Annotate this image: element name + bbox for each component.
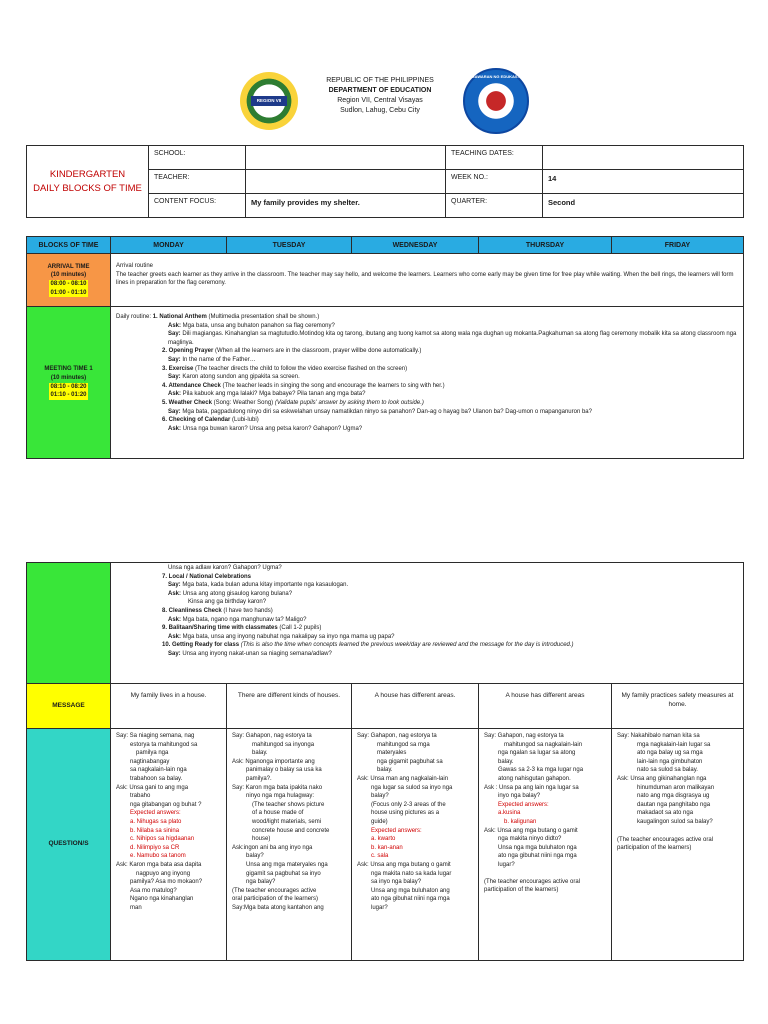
routine-8-title: 8. Cleanliness Check: [162, 607, 222, 614]
q-line: Ask: Nganonga importante ang: [232, 758, 315, 765]
say-text: In the name of the Father…: [180, 356, 256, 363]
q-line: lain-lain nga gimbuhaton: [637, 758, 703, 765]
week-value: 14: [543, 170, 744, 194]
q-line: participation of the learners): [484, 887, 559, 894]
routine-9-note: (Call 1-2 pupils): [277, 625, 322, 632]
routine-1-title: 1. National Anthem: [152, 314, 207, 320]
teacher-value: [246, 170, 446, 194]
routine-3-say: [116, 373, 738, 382]
q-line: ato nga balay ug sa mga: [637, 750, 703, 757]
q-line: Ask: Unsa ang gikinahanglan nga: [617, 775, 707, 782]
routine-4-ask: [116, 390, 738, 399]
q-line: (Focus only 2-3 areas of the: [371, 801, 446, 808]
col-monday: MONDAY: [111, 237, 227, 254]
q-line: nga gitabangan og buhat ?: [130, 801, 202, 808]
expected-answers-label: Expected answers:: [371, 827, 422, 834]
routine-1-ask: [116, 322, 738, 331]
ask-text: Mga bata, unsa ang inyong nabuhat nga nakalipay sa inyo nga mama ug papa?: [181, 633, 395, 640]
arrival-routine-cell: [111, 254, 744, 307]
q-line: mahitungod sa mga: [377, 741, 430, 748]
q-line: lugar?: [371, 904, 388, 911]
routine-item-8: [116, 607, 738, 616]
deped-seal: [463, 68, 529, 134]
expected-answer: d. Nilimpiyo sa CR: [130, 844, 180, 851]
q-line: nga gigamit pagbuhat sa: [377, 758, 443, 765]
teacher-label: TEACHER:: [149, 170, 246, 194]
q-line: (The teacher encourages active oral: [617, 836, 714, 843]
arrival-time-block: [27, 254, 111, 307]
q-line: Say: Nakahibalo naman kita sa: [617, 733, 700, 739]
q-line: Unsa ang mga buluhaton ang: [371, 887, 450, 894]
q-line: trabaho: [130, 793, 151, 800]
questions-row: [27, 729, 744, 961]
expected-answer: a.kusina: [498, 810, 521, 817]
expected-answer: a. Nihugas sa plato: [130, 818, 182, 825]
arrival-text: The teacher greets each learner as they arrive in the classroom. The teacher may say hello, and welcome the learners. Learners who come early may be given time for free play while waiting. When the bell rings, the learners will form lines in preparation for the flag ceremony.: [116, 271, 734, 287]
q-line: Gawas sa 2-3 ka mga lugar nga: [498, 767, 584, 774]
say-text: Dili magiangas. Kinahanglan sa magtutudlo.Motindog kita og tarong, ibutang ang tuong kamot sa atong wala nga dughan ug mokanta.Pagkahuman sa atong flag ceremony mobalik kita sa atong classroom nga maglinya.: [168, 331, 737, 346]
questions-friday: [612, 729, 744, 961]
q-line: Ask: Unsa gani to ang mga: [116, 784, 189, 791]
questions-tuesday: [227, 729, 352, 961]
meeting-title: MEETING TIME 1: [44, 366, 93, 373]
q-line: wood/light materials, semi: [252, 818, 322, 825]
routine-5-note2: (Validate pupils' answer by asking them to look outside.): [274, 399, 424, 406]
meeting-time-am: 08:10 - 08:20: [50, 383, 87, 390]
q-line: Ask : Unsa pa ang lain nga lugar sa: [484, 784, 579, 791]
routine-4-title: 4. Attendance Check: [162, 382, 221, 389]
routine-5-say: [116, 408, 738, 417]
letterhead: [300, 76, 460, 116]
q-line: nga makita nato sa kada lugar: [371, 870, 452, 877]
routine-8-ask: [116, 616, 738, 625]
arrival-title: ARRIVAL TIME: [47, 263, 90, 270]
meeting-duration: (10 minutes): [50, 374, 87, 381]
expected-answer: b. kan-anan: [371, 844, 403, 851]
expected-answer: a. kwarto: [371, 836, 396, 843]
routine-2-title: 2. Opening Prayer: [162, 348, 214, 355]
routine-6-ask: [116, 425, 738, 434]
routine-item-10: [116, 641, 738, 650]
q-line: Asa mo matulog?: [130, 887, 177, 894]
col-thursday: THURSDAY: [479, 237, 612, 254]
routine-9-ask: [116, 633, 738, 642]
q-line: ninyo nga mga hulagway:: [246, 793, 315, 800]
routine-item-2: [116, 347, 738, 356]
routine-8-note: (I have two hands): [221, 607, 273, 614]
expected-answers-label: Expected answers:: [130, 810, 181, 817]
q-line: Say: Gahapon, nag estorya ta: [232, 733, 312, 739]
say-label: Say:: [168, 582, 181, 589]
expected-answer: c. sala: [371, 853, 389, 860]
q-line: (The teacher encourages active: [232, 887, 317, 894]
letterhead-line4: Sudlon, Lahug, Cebu City: [340, 107, 420, 114]
say-text: Mga bata, kada bulan aduna kitay importante nga kasaulogan.: [180, 582, 349, 589]
routine-10-say: [116, 650, 738, 659]
q-line: ato nga gibuhat niini nga mga: [498, 853, 577, 860]
routine-5-title: 5. Weather Check: [162, 399, 212, 406]
routine-3-note: (The teacher directs the child to follow the video exercise flashed on the screen): [193, 365, 408, 372]
ask-text: Mga bata, ngano nga manghunaw ta? Maligo?: [181, 616, 307, 623]
expected-answer: b. Nilaba sa sinina: [130, 827, 180, 834]
q-line: (The teacher shows picture: [252, 801, 325, 808]
routine-5-note: (Song: Weather Song): [211, 399, 275, 406]
letterhead-line3: Region VII, Central Visayas: [337, 97, 423, 104]
questions-wednesday: [352, 729, 479, 961]
say-label: Say:: [168, 408, 181, 415]
daily-routine-cell: [111, 307, 744, 459]
q-line: materyales: [377, 750, 407, 757]
routine-6-note: (Lubi-lubi): [230, 417, 259, 424]
q-line: inyo nga balay?: [498, 793, 541, 800]
q-line: gigamit sa pagbuhat sa inyo: [246, 870, 321, 877]
q-line: nga makita ninyo didto?: [498, 836, 562, 843]
q-line: trabahoon sa balay.: [130, 775, 183, 782]
q-line: Say:Mga bata atong kantahon ang: [232, 904, 324, 911]
ask-text: Pila kabuok ang mga lalaki? Mga babaye? Pila tanan ang mga bata?: [181, 391, 366, 398]
say-text: Mga bata, pagpadulong ninyo diri sa eskwelahan unsay namatikdan ninyo sa panahon? Dan-ag o hayag ba? Ulanon ba? Dag-umon o mapanganuron ba?: [180, 408, 592, 415]
q-line: lugar?: [498, 861, 515, 868]
ask-label: Ask:: [168, 391, 182, 398]
q-line: dautan nga panghitabo nga: [637, 801, 711, 808]
title-line1: KINDERGARTEN: [49, 168, 126, 180]
routine-2-say: [116, 356, 738, 365]
q-line: mahitungod sa nagkalain-lain: [504, 741, 583, 748]
content-focus-value: My family provides my shelter.: [246, 194, 446, 218]
routine-item-7: [116, 573, 738, 582]
q-line: hinumduman aron malikayan: [637, 784, 715, 791]
q-line: panimalay o balay sa usa ka: [246, 767, 322, 774]
q-line: mahitungod sa inyonga: [252, 741, 315, 748]
say-label: Say:: [168, 650, 181, 657]
routine-9-title: 9. Balitaan/Sharing time with classmates: [162, 625, 278, 632]
q-line: Ngano nga kinahanglan: [130, 896, 194, 903]
questions-label: QUESTION/S: [27, 729, 111, 961]
carry-line: Unsa nga adlaw karon? Gahapon? Ugma?: [168, 565, 282, 571]
expected-answer: e. Namubo sa tanom: [130, 853, 186, 860]
arrival-heading: Arrival routine: [116, 263, 154, 269]
schedule-table: [26, 236, 744, 459]
questions-monday: [111, 729, 227, 961]
q-line: Ask: Unsa man ang nagkalain-lain: [357, 775, 449, 782]
q-line: sa nagkalain-lain nga: [130, 767, 187, 774]
q-line: balay?: [371, 793, 389, 800]
ask-text: Mga bata, unsa ang buhaton panahon sa flag ceremony?: [181, 322, 335, 329]
meeting-time-block: [27, 307, 111, 459]
routine-4-note: (The teacher leads in singing the song and encourage the learners to sing with her.): [220, 382, 445, 389]
message-monday: My family lives in a house.: [111, 684, 227, 729]
col-blocks-of-time: BLOCKS OF TIME: [27, 237, 111, 254]
say-label: Say:: [168, 374, 181, 381]
q-line: Ask:ingon ani ba ang inyo nga: [232, 844, 313, 851]
q-line: ato nga gibuhat niini nga mga: [371, 896, 450, 903]
routine-intro: Daily routine:: [116, 314, 153, 320]
routine-7-title: 7. Local / National Celebrations: [162, 573, 252, 580]
q-line: makadaot sa ato nga: [637, 810, 694, 817]
teaching-dates-label: TEACHING DATES:: [446, 146, 543, 170]
routine-1-say: [116, 330, 738, 347]
say-label: Say:: [168, 331, 181, 338]
message-friday: My family practices safety measures at home.: [612, 684, 744, 729]
ask-text: Unsa ang atong gisaulog karong bulana?: [181, 590, 293, 597]
ask-label: Ask:: [168, 590, 182, 597]
q-line: of a house made of: [252, 810, 304, 817]
q-line: nagtinabangay: [130, 758, 170, 765]
message-wednesday: A house has different areas.: [352, 684, 479, 729]
meeting-time-pm: 01:10 - 01:20: [50, 392, 87, 399]
letterhead-line1: REPUBLIC OF THE PHILIPPINES: [326, 77, 434, 84]
questions-thursday: [479, 729, 612, 961]
q-line: atong nahisgutan gahapon.: [498, 775, 571, 782]
q-line: guide): [371, 818, 388, 825]
seal-left-text: REGION VII: [251, 96, 287, 106]
col-tuesday: TUESDAY: [227, 237, 352, 254]
routine-2-note: (When all the learners are in the classroom, prayer willbe done automatically.): [213, 348, 422, 355]
q-line: kaugalingon sulod sa balay?: [637, 818, 713, 825]
q-line: oral participation of the learners): [232, 896, 319, 903]
arrival-time-am: 08:00 - 08:10: [50, 281, 87, 287]
q-line: Unsa nga mga buluhaton nga: [498, 844, 577, 851]
routine-1-note: (Multimedia presentation shall be shown.): [206, 314, 320, 320]
routine-7-say: [116, 581, 738, 590]
q-line: nga lugar sa sulod sa inyo nga: [371, 784, 453, 791]
q-line: (The teacher encourages active oral: [484, 878, 581, 885]
quarter-value: Second: [543, 194, 744, 218]
arrival-duration: (10 minutes): [50, 272, 87, 279]
q-line: balay?: [246, 853, 264, 860]
week-label: WEEK NO.:: [446, 170, 543, 194]
message-row: [27, 684, 744, 729]
routine-item-5: [116, 399, 738, 408]
school-value: [246, 146, 446, 170]
continuation-row: [27, 563, 744, 684]
message-tuesday: There are different kinds of houses.: [227, 684, 352, 729]
routine-10-title: 10. Getting Ready for class: [162, 642, 240, 649]
q-line: Say: Gahapon, nag estorya ta: [357, 733, 437, 739]
arrival-row: [27, 254, 744, 307]
school-label: SCHOOL:: [149, 146, 246, 170]
q-line: Say: Sa niaging semana, nag: [116, 733, 195, 739]
q-line: nga ngalan sa lugar sa atong: [498, 750, 576, 757]
q-line: balay.: [252, 750, 268, 757]
seal-right-text: KAGAWARAN NG EDUKASYON: [465, 74, 527, 79]
ask-label: Ask:: [168, 616, 182, 623]
routine-item-1: [116, 313, 738, 322]
routine-7-ask2: Kinsa ang ga birthday karon?: [188, 599, 267, 606]
routine-item-4: [116, 382, 738, 391]
q-line: house): [252, 836, 271, 843]
meeting-time-continued: [27, 563, 111, 684]
q-line: nato ang mga disgrasya ug: [637, 793, 710, 800]
q-line: pamilya? Asa mo mokaon?: [130, 879, 203, 886]
expected-answer: c. Nihipos sa higdaanan: [130, 836, 195, 843]
expected-answer: b. kaligunan: [504, 818, 537, 825]
col-wednesday: WEDNESDAY: [352, 237, 479, 254]
q-line: house using pictures as a: [371, 810, 440, 817]
arrival-time-pm: 01:00 - 01:10: [50, 289, 87, 296]
q-line: Say: Gahapon, nag estorya ta: [484, 733, 564, 739]
q-line: concrete house and concrete: [252, 827, 330, 834]
q-line: Unsa ang mga materyales nga: [246, 861, 328, 868]
say-text: Unsa ang inyong nakat-unan sa niaging semana/adlaw?: [180, 650, 332, 657]
content-focus-label: CONTENT FOCUS:: [149, 194, 246, 218]
quarter-label: QUARTER:: [446, 194, 543, 218]
continued-routine-cell: [111, 563, 744, 684]
q-line: Say: Karon mga bata ipakita nako: [232, 784, 323, 791]
say-text: Karon atong sundon ang gipakita sa screen.: [180, 374, 300, 381]
title-line2: DAILY BLOCKS OF TIME: [33, 182, 142, 194]
q-line: sa inyo nga balay?: [371, 879, 422, 886]
routine-item-6: [116, 416, 738, 425]
q-line: balay.: [377, 767, 393, 774]
q-line: pamilya nga: [136, 750, 169, 757]
col-friday: FRIDAY: [612, 237, 744, 254]
say-label: Say:: [168, 356, 181, 363]
q-line: participation of the learners): [617, 845, 692, 852]
q-line: nagpuyo ang inyong: [136, 870, 191, 877]
kindergarten-title: [27, 146, 149, 218]
teaching-dates-value: [543, 146, 744, 170]
expected-answers-label: Expected answers:: [498, 801, 549, 808]
routine-item-3: [116, 365, 738, 374]
routine-item-9: [116, 624, 738, 633]
ask-text: Unsa nga buwan karon? Unsa ang petsa karon? Gahapon? Ugma?: [181, 425, 363, 432]
message-label: MESSAGE: [27, 684, 111, 729]
q-line: Ask: Karon mga bata asa dapita: [116, 861, 202, 868]
q-line: Ask: Unsa ang mga butang o gamit: [484, 827, 578, 834]
q-line: pamilya?.: [246, 775, 272, 782]
ask-label: Ask:: [168, 425, 182, 432]
q-line: nga balay?: [246, 879, 276, 886]
routine-10-note: (This is also the time when concepts learned the previous week/day are reviewed and the message for the day is introduced.): [239, 642, 574, 649]
ask-label: Ask:: [168, 633, 182, 640]
routine-7-ask: [116, 590, 738, 599]
ask-label: Ask:: [168, 322, 182, 329]
letterhead-line2: DEPARTMENT OF EDUCATION: [328, 87, 432, 94]
q-line: man: [130, 904, 142, 911]
routine-3-title: 3. Exercise: [162, 365, 194, 372]
meeting-row: [27, 307, 744, 459]
q-line: balay.: [498, 758, 514, 765]
q-line: Ask: Unsa ang mga butang o gamit: [357, 861, 451, 868]
continuation-table: [26, 562, 744, 961]
region-vii-seal: [240, 72, 298, 130]
q-line: nato sa sulod sa balay.: [637, 767, 698, 774]
q-line: estorya ta mahitungod sa: [130, 741, 198, 748]
q-line: mga nagkalain-lain lugar sa: [637, 741, 711, 748]
schedule-header-row: [27, 237, 744, 254]
routine-6-title: 6. Checking of Calendar: [162, 417, 231, 424]
header-table: [26, 145, 744, 218]
message-thursday: A house has different areas: [479, 684, 612, 729]
